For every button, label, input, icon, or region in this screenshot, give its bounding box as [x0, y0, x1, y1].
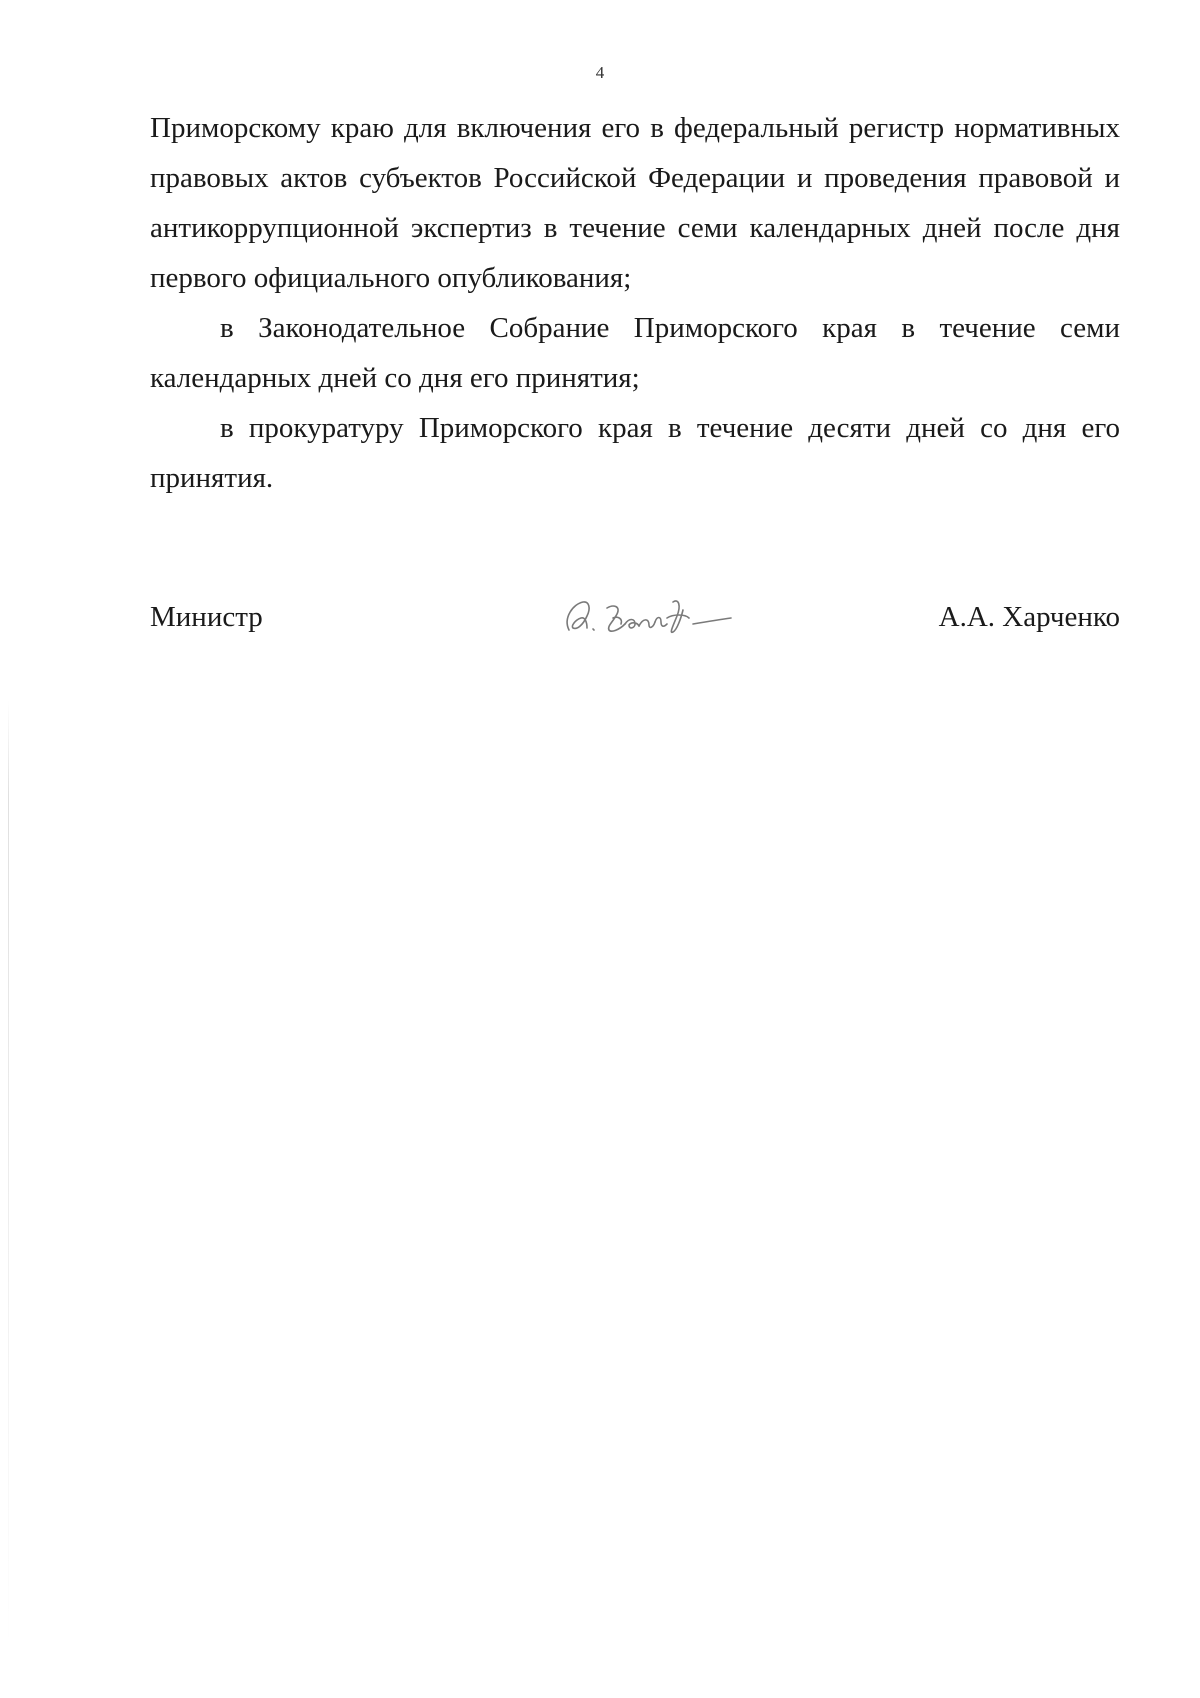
document-body — [150, 103, 1120, 503]
paragraph-prosecutor: в прокуратуру Приморского края в течение десяти дней со дня его принятия. — [150, 412, 1120, 494]
scan-edge-mark — [8, 700, 9, 1650]
page-number: 4 — [595, 63, 605, 82]
signatory-name: А.А. Харченко — [938, 601, 1120, 633]
signature-block — [150, 592, 1120, 642]
handwritten-signature — [555, 578, 755, 648]
paragraph-registry: Приморскому краю для включения его в федеральный регистр нормативных правовых актов субъектов Российской Федерации и проведения правовой и антикоррупционной экспертиз в течение семи календарных дней после дня первого официального опубликования; — [150, 112, 1120, 294]
paragraph-legislative-assembly: в Законодательное Собрание Приморского края в течение семи календарных дней со дня его принятия; — [150, 312, 1120, 394]
signatory-title: Министр — [150, 601, 263, 633]
